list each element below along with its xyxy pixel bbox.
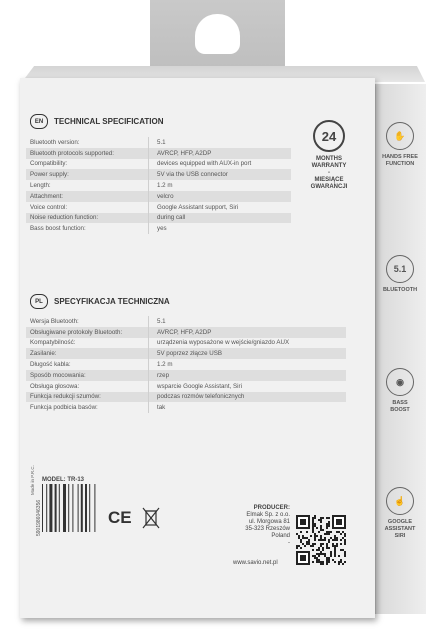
spec-value: 1.2 m bbox=[148, 180, 172, 191]
spec-value: urządzenia wyposażone w wejście/gniazdo AUX bbox=[148, 338, 289, 349]
pl-section-title bbox=[30, 294, 170, 309]
producer-heading: PRODUCER: bbox=[253, 505, 290, 511]
feature-bass-boost bbox=[378, 368, 422, 414]
spec-row bbox=[26, 180, 291, 191]
hang-hole bbox=[195, 14, 240, 54]
spec-value: wsparcie Google Assistant, Siri bbox=[148, 381, 242, 392]
spec-row bbox=[26, 159, 291, 170]
spec-row bbox=[26, 223, 291, 234]
producer-city: 35-323 Rzeszów bbox=[245, 526, 290, 532]
spec-value: podczas rozmów telefonicznych bbox=[148, 392, 244, 403]
spec-label: Zasilanie: bbox=[30, 350, 57, 358]
spec-value: rzep bbox=[148, 370, 169, 381]
spec-value: yes bbox=[148, 223, 167, 234]
ce-mark: CE bbox=[108, 508, 132, 527]
warranty-number: 24 bbox=[313, 120, 345, 152]
spec-label: Obsługa głosowa: bbox=[30, 382, 80, 390]
feature-bluetooth bbox=[378, 255, 422, 294]
spec-label: Length: bbox=[30, 182, 51, 190]
spec-row bbox=[26, 338, 346, 349]
feature-voice-line2: ASSISTANT bbox=[384, 526, 416, 532]
made-in-text: Made in P.R.C. bbox=[30, 465, 35, 495]
feature-bass-boost-line2: BOOST bbox=[390, 407, 410, 413]
barcode-number: 5901986046356 bbox=[36, 499, 42, 536]
spec-label: Funkcja redukcji szumów: bbox=[30, 393, 101, 401]
spec-value: AVRCP, HFP, A2DP bbox=[148, 327, 211, 338]
qr-code-icon bbox=[296, 515, 346, 565]
spec-value: devices equipped with AUX-in port bbox=[148, 159, 251, 170]
spec-row bbox=[26, 370, 346, 381]
feature-hands-free-line2: FUNCTION bbox=[385, 161, 415, 167]
en-language-badge: EN bbox=[30, 114, 48, 129]
spec-label: Power supply: bbox=[30, 171, 69, 179]
spec-row bbox=[26, 348, 346, 359]
warranty-line5: GWARANCJI bbox=[310, 184, 348, 190]
spec-label: Kompatybilność: bbox=[30, 339, 76, 347]
hand-icon: ✋ bbox=[386, 122, 414, 150]
spec-label: Sposób mocowania: bbox=[30, 371, 86, 379]
feature-bass-boost-line1: BASS bbox=[392, 400, 408, 406]
spec-row bbox=[26, 137, 291, 148]
producer-country: Poland bbox=[271, 533, 290, 539]
spec-row bbox=[26, 392, 346, 403]
spec-row bbox=[26, 191, 291, 202]
spec-row bbox=[26, 169, 291, 180]
warranty-badge bbox=[296, 120, 362, 191]
spec-value: 1.2 m bbox=[148, 359, 172, 370]
speaker-icon: ◉ bbox=[386, 368, 414, 396]
spec-row bbox=[26, 381, 346, 392]
spec-row bbox=[26, 327, 346, 338]
feature-voice-assistant bbox=[378, 487, 422, 540]
pl-spec-table bbox=[26, 316, 346, 413]
spec-row bbox=[26, 402, 346, 413]
spec-row bbox=[26, 213, 291, 224]
warranty-line1: MONTHS bbox=[316, 156, 342, 162]
warranty-line2: WARRANTY bbox=[311, 163, 347, 169]
spec-label: Obsługiwane protokoły Bluetooth: bbox=[30, 328, 123, 336]
model-number: MODEL: TR-13 bbox=[42, 477, 84, 483]
voice-assistant-icon: ☝ bbox=[386, 487, 414, 515]
spec-label: Bass boost function: bbox=[30, 225, 86, 233]
feature-hands-free bbox=[378, 122, 422, 168]
spec-value: tak bbox=[148, 402, 165, 413]
spec-label: Bluetooth version: bbox=[30, 138, 80, 146]
spec-row bbox=[26, 148, 291, 159]
warranty-line3: - bbox=[328, 170, 330, 176]
bluetooth-version-icon: 5.1 bbox=[386, 255, 414, 283]
barcode-icon bbox=[40, 482, 98, 534]
spec-value: 5.1 bbox=[148, 316, 166, 327]
feature-voice-line3: SIRI bbox=[394, 533, 406, 539]
spec-label: Voice control: bbox=[30, 203, 68, 211]
spec-value: 5.1 bbox=[148, 137, 166, 148]
spec-row bbox=[26, 202, 291, 213]
weee-bin-icon bbox=[142, 506, 160, 530]
en-section-title bbox=[30, 114, 163, 129]
en-spec-table bbox=[26, 137, 291, 234]
spec-value: 5V via the USB connector bbox=[148, 169, 228, 180]
spec-label: Attachment: bbox=[30, 192, 64, 200]
spec-value: during call bbox=[148, 213, 185, 224]
spec-row bbox=[26, 359, 346, 370]
producer-website: www.savio.net.pl bbox=[233, 560, 278, 566]
spec-value: 5V poprzez złącze USB bbox=[148, 348, 222, 359]
warranty-line4: MIESIĄCE bbox=[314, 177, 344, 183]
spec-value: AVRCP, HFP, A2DP bbox=[148, 148, 211, 159]
spec-row bbox=[26, 316, 346, 327]
spec-label: Compatibility: bbox=[30, 160, 68, 168]
spec-value: Google Assistant support, Siri bbox=[148, 202, 238, 213]
spec-label: Bluetooth protocols supported: bbox=[30, 149, 114, 157]
producer-street: ul. Morgowa 81 bbox=[248, 519, 290, 525]
producer-name: Elmak Sp. z o.o. bbox=[246, 512, 290, 518]
feature-hands-free-line1: HANDS FREE bbox=[382, 154, 418, 160]
feature-voice-line1: GOOGLE bbox=[387, 519, 413, 525]
producer-info bbox=[215, 505, 290, 547]
en-title-text: TECHNICAL SPECIFICATION bbox=[54, 117, 164, 126]
pl-language-badge: PL bbox=[30, 294, 48, 309]
spec-label: Długość kabla: bbox=[30, 361, 71, 369]
spec-label: Noise reduction function: bbox=[30, 214, 99, 222]
spec-label: Wersja Bluetooth: bbox=[30, 317, 79, 325]
spec-label: Funkcja podbicia basów: bbox=[30, 404, 98, 412]
spec-value: velcro bbox=[148, 191, 174, 202]
feature-bluetooth-line1: BLUETOOTH bbox=[382, 287, 418, 293]
producer-dash: - bbox=[288, 540, 290, 546]
pl-title-text: SPECYFIKACJA TECHNICZNA bbox=[54, 297, 170, 306]
